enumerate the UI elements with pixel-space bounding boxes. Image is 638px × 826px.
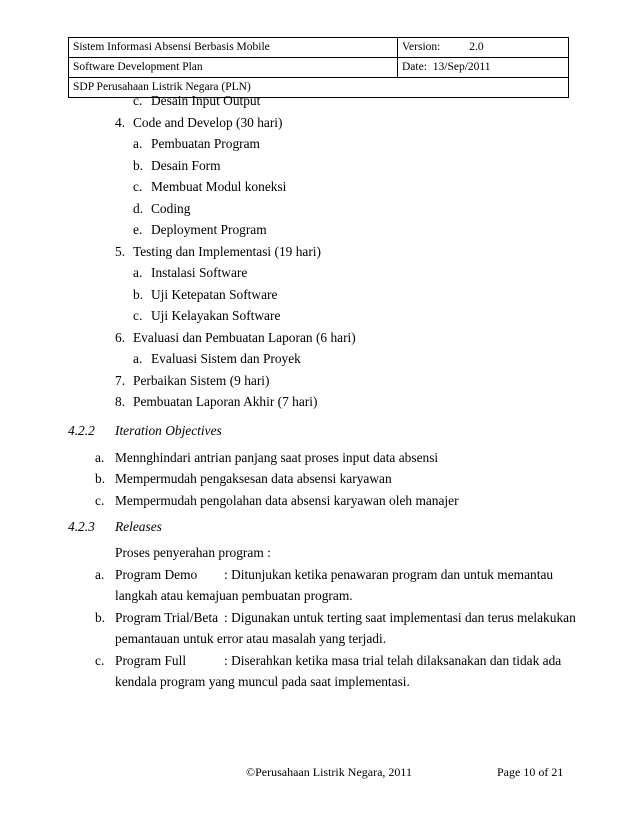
footer-copyright: ©Perusahaan Listrik Negara, 2011 <box>246 765 412 779</box>
list-text: Membuat Modul koneksi <box>151 179 287 194</box>
list-text: Uji Kelayakan Software <box>151 308 281 323</box>
intro-text: Proses penyerahan program : <box>115 545 271 560</box>
list-text: Uji Ketepatan Software <box>151 287 278 302</box>
version-value: 2.0 <box>469 41 484 53</box>
date-cell <box>398 58 569 78</box>
list-text: Desain Input Output <box>151 93 261 108</box>
list-marker: c. <box>133 308 143 323</box>
release-name: Program Trial/Beta <box>115 610 219 625</box>
list-marker: 4. <box>115 115 126 130</box>
version-cell <box>398 38 569 58</box>
section-title: Iteration Objectives <box>115 423 222 438</box>
list-marker: c. <box>133 179 143 194</box>
section-title: Releases <box>115 519 162 534</box>
list-text: Perbaikan Sistem (9 hari) <box>133 373 270 388</box>
release-name: Program Demo <box>115 567 198 582</box>
list-marker: b. <box>133 158 144 173</box>
organization-name: SDP Perusahaan Listrik Negara (PLN) <box>69 78 569 98</box>
section-number: 4.2.2 <box>68 423 95 438</box>
version-label: Version: <box>402 41 441 53</box>
list-text: Mennghindari antrian panjang saat proses input data absensi <box>115 450 439 465</box>
date-label: Date: <box>402 61 427 73</box>
release-description: : Ditunjukan ketika penawaran program dan untuk memantau <box>224 567 554 582</box>
list-marker: d. <box>133 201 144 216</box>
list-marker: b. <box>95 610 106 625</box>
section-number: 4.2.3 <box>68 519 95 534</box>
document-type: Software Development Plan <box>69 58 398 78</box>
list-marker: a. <box>133 136 143 151</box>
list-text: Coding <box>151 201 191 216</box>
document-header <box>68 37 569 98</box>
list-marker: c. <box>95 653 105 668</box>
footer-page-number: Page 10 of 21 <box>497 765 564 779</box>
list-text: Testing dan Implementasi (19 hari) <box>133 244 321 259</box>
list-marker: 6. <box>115 330 126 345</box>
list-text: Deployment Program <box>151 222 267 237</box>
list-text: Mempermudah pengolahan data absensi karyawan oleh manajer <box>115 493 459 508</box>
list-marker: 8. <box>115 394 126 409</box>
list-text: Mempermudah pengaksesan data absensi karyawan <box>115 471 392 486</box>
release-name: Program Full <box>115 653 187 668</box>
system-title: Sistem Informasi Absensi Berbasis Mobile <box>69 38 398 58</box>
list-text: Pembuatan Program <box>151 136 260 151</box>
list-text: Pembuatan Laporan Akhir (7 hari) <box>133 394 318 409</box>
list-marker: a. <box>133 351 143 366</box>
list-marker: 7. <box>115 373 126 388</box>
list-text: Evaluasi Sistem dan Proyek <box>151 351 301 366</box>
list-marker: b. <box>95 471 106 486</box>
list-marker: a. <box>133 265 143 280</box>
list-text: Evaluasi dan Pembuatan Laporan (6 hari) <box>133 330 356 345</box>
list-text: Instalasi Software <box>151 265 248 280</box>
release-description-cont: kendala program yang muncul pada saat implementasi. <box>115 674 410 689</box>
release-description-cont: langkah atau kemajuan pembuatan program. <box>115 588 353 603</box>
list-marker: 5. <box>115 244 126 259</box>
list-marker: e. <box>133 222 143 237</box>
release-description: : Digunakan untuk terting saat implementasi dan terus melakukan <box>224 610 576 625</box>
release-description-cont: pemantauan untuk error atau masalah yang terjadi. <box>115 631 387 646</box>
release-description: : Diserahkan ketika masa trial telah dilaksanakan dan tidak ada <box>224 653 562 668</box>
list-text: Code and Develop (30 hari) <box>133 115 283 130</box>
date-value: 13/Sep/2011 <box>432 61 491 73</box>
list-marker: c. <box>95 493 105 508</box>
list-marker: a. <box>95 567 105 582</box>
list-marker: c. <box>133 93 143 108</box>
list-marker: b. <box>133 287 144 302</box>
list-marker: a. <box>95 450 105 465</box>
list-text: Desain Form <box>151 158 221 173</box>
